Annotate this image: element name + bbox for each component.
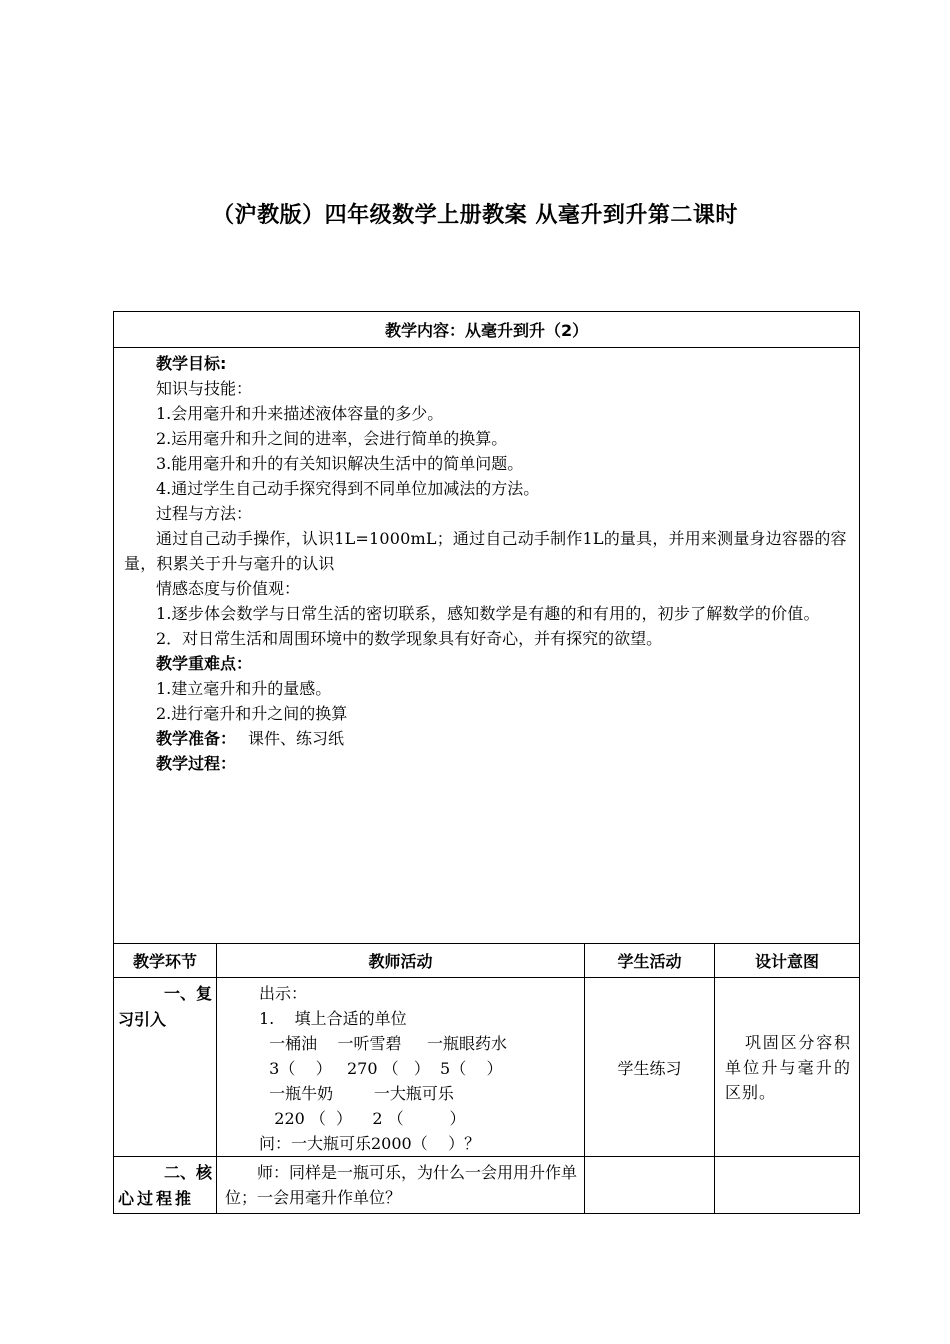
preparation-line [124,726,851,751]
lesson-plan-table [113,311,860,1214]
emotion-item: 1.逐步体会数学与日常生活的密切联系，感知数学是有趣的和有用的，初步了解数学的价值。 [156,604,820,623]
objectives-heading: 教学目标: [156,354,227,373]
preparation-label: 教学准备： [156,729,237,748]
design-intent-text: 巩固区分容积单位升与毫升的区别。 [725,1032,852,1102]
teacher-text: 师：同样是一瓶可乐，为什么一会用用升作单位；一会用毫升作单位？ [225,1163,578,1207]
knowledge-item: 3.能用毫升和升的有关知识解决生活中的简单问题。 [156,454,524,473]
segment-label: 一、复 [163,984,212,1003]
design-intent-cell [715,978,860,1157]
teacher-line: 一瓶牛奶 一大瓶可乐 [259,1084,454,1103]
teacher-line: 220 （ ） 2 （ ） [259,1109,466,1128]
objectives-cell [114,348,860,944]
knowledge-heading: 知识与技能： [156,379,253,398]
content-header: 教学内容：从毫升到升（2） [114,312,860,348]
key-point-item: 1.建立毫升和升的量感。 [156,679,332,698]
knowledge-item: 1.会用毫升和升来描述液体容量的多少。 [156,404,444,423]
process-label: 教学过程： [156,754,237,773]
segment-cell [114,978,217,1157]
knowledge-item: 4.通过学生自己动手探究得到不同单位加减法的方法。 [156,479,540,498]
emotion-item: 2．对日常生活和周围环境中的数学现象具有好奇心，并有探究的欲望。 [156,629,663,648]
teacher-activity-cell [217,978,585,1157]
column-header: 学生活动 [585,944,715,978]
student-activity-cell [585,1157,715,1214]
teacher-line: 一桶油 一听雪碧 一瓶眼药水 [259,1034,507,1053]
process-text: 通过自己动手操作，认识1L=1000mL；通过自己动手制作1L的量具，并用来测量身边容器的容量，积累关于升与毫升的认识 [124,529,847,573]
teacher-line: 出示： [259,984,308,1003]
preparation-value: 课件、练习纸 [248,729,345,748]
teacher-activity-cell [217,1157,585,1214]
emotion-heading: 情感态度与价值观： [156,579,301,598]
column-header: 教学环节 [114,944,217,978]
design-intent-cell [715,1157,860,1214]
knowledge-item: 2.运用毫升和升之间的进率，会进行简单的换算。 [156,429,508,448]
page-title: （沪教版）四年级数学上册教案 从毫升到升第二课时 [212,203,738,228]
teacher-line: 1. 填上合适的单位 [259,1009,407,1028]
teacher-line: 3（ ） 270 （ ） 5（ ） [259,1059,503,1078]
segment-cell [114,1157,217,1214]
column-header: 教师活动 [217,944,585,978]
student-activity-cell: 学生练习 [585,978,715,1157]
segment-label: 心过程推 [118,1189,195,1208]
key-points-heading: 教学重难点： [156,654,253,673]
segment-label: 二、核 [163,1163,212,1182]
column-header: 设计意图 [715,944,860,978]
teacher-line: 问：一大瓶可乐2000（ ）？ [259,1134,481,1153]
key-point-item: 2.进行毫升和升之间的换算 [156,704,348,723]
segment-label: 习引入 [118,1010,167,1029]
process-heading: 过程与方法： [156,504,253,523]
